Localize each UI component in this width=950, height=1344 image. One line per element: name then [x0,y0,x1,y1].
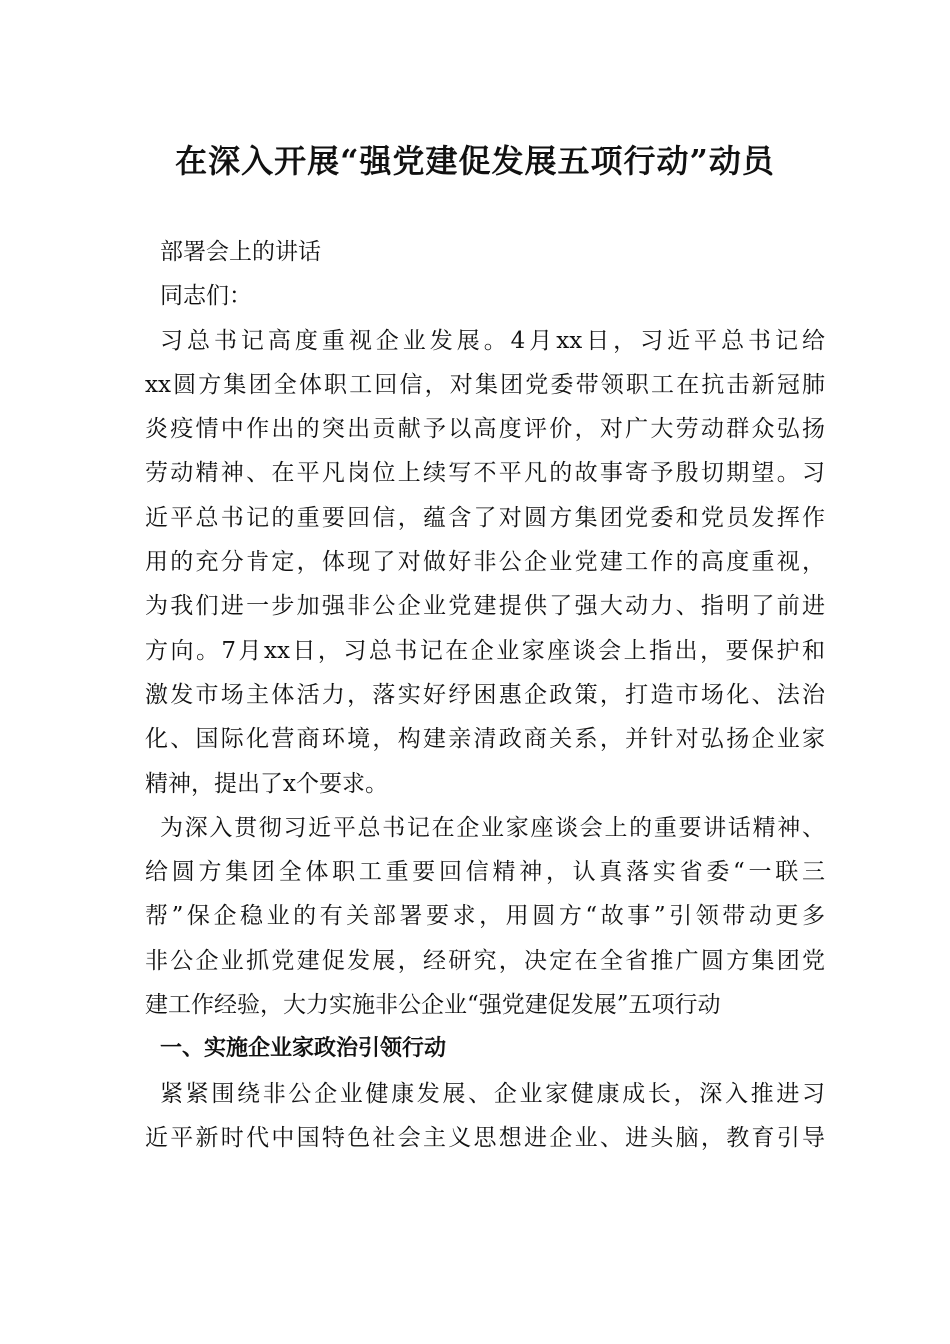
document-body [145,230,825,1160]
salutation: 同志们： [160,283,252,310]
paragraph-line: 用的充分肯定，体现了对做好非公企业党建工作的高度重视， [145,549,825,576]
section-heading: 一、实施企业家政治引领行动 [160,1036,447,1062]
paragraph-line: 精神，提出了x个要求。 [145,770,388,797]
paragraph-line: 为我们进一步加强非公企业党建提供了强大动力、指明了前进 [145,593,825,620]
paragraph-line: 方向。7月xx日，习总书记在企业家座谈会上指出，要保护和 [145,637,825,664]
paragraph-line: 习总书记高度重视企业发展。4月xx日，习近平总书记给 [160,327,825,354]
paragraph-line: 化、国际化营商环境，构建亲清政商关系，并针对弘扬企业家 [145,726,825,753]
paragraph-line: 给圆方集团全体职工重要回信精神，认真落实省委“一联三 [145,859,825,886]
paragraph-line: 近平新时代中国特色社会主义思想进企业、进头脑，教育引导 [145,1124,825,1151]
paragraph-line: 建工作经验，大力实施非公企业“强党建促发展”五项行动 [145,992,721,1019]
paragraph-line: 为深入贯彻习近平总书记在企业家座谈会上的重要讲话精神、 [160,814,825,841]
paragraph-line: xx圆方集团全体职工回信，对集团党委带领职工在抗击新冠肺 [145,371,825,398]
paragraph-line: 紧紧围绕非公企业健康发展、企业家健康成长，深入推进习 [160,1080,825,1107]
subtitle: 部署会上的讲话 [160,239,321,265]
paragraph-line: 帮”保企稳业的有关部署要求，用圆方“故事”引领带动更多 [145,903,825,930]
paragraph-line: 近平总书记的重要回信，蕴含了对圆方集团党委和党员发挥作 [145,504,825,531]
paragraph-line: 激发市场主体活力，落实好纾困惠企政策，打造市场化、法治 [145,681,825,708]
paragraph-line: 非公企业抓党建促发展，经研究，决定在全省推广圆方集团党 [145,947,825,974]
paragraph-line: 劳动精神、在平凡岗位上续写不平凡的故事寄予殷切期望。习 [145,460,825,487]
document-title: 在深入开展“强党建促发展五项行动”动员 [175,142,775,180]
paragraph-line: 炎疫情中作出的突出贡献予以高度评价，对广大劳动群众弘扬 [145,416,825,443]
